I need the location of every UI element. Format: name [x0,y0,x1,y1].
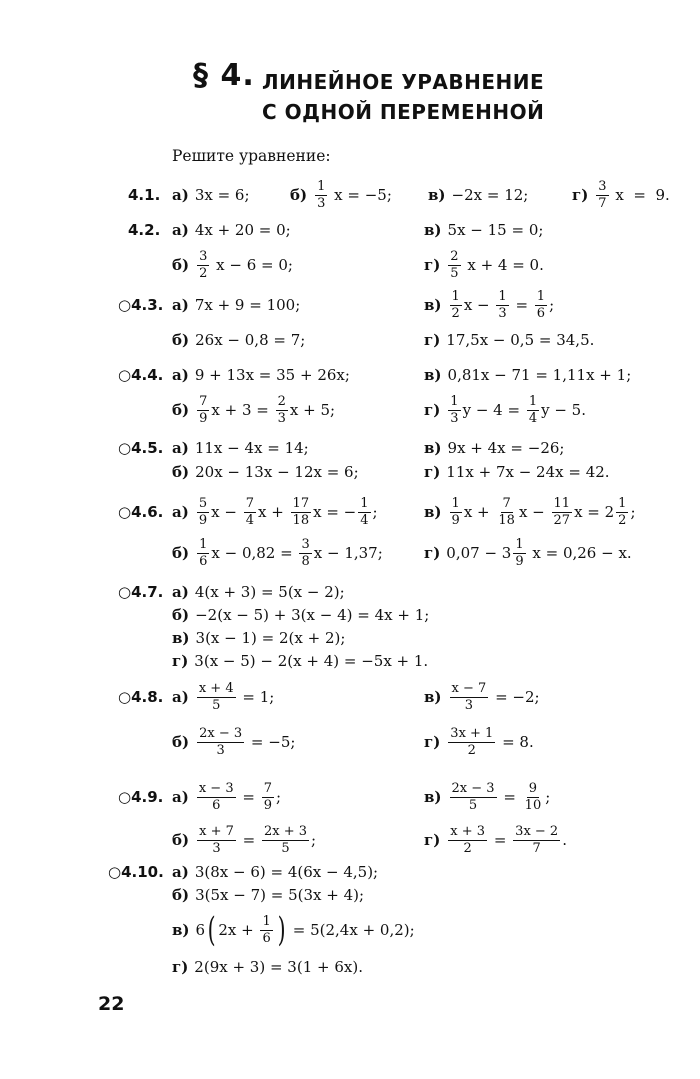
equation-4-10-g [172,947,363,987]
section-number: § 4. [193,58,255,93]
fraction: $\frac{1}{6}$ [536,288,546,321]
fraction: $\frac{7}{9}$ [263,780,272,813]
problem-number: ○4.10. [108,863,164,881]
equation-text: −2(x − 5) + 3(x − 4) = 4x + 1; [195,606,430,624]
item-label: в) [424,366,442,384]
fraction: $\frac{9}{10}$ [524,780,542,813]
equation-4-1-a [172,175,250,215]
equation-4-8-v [424,677,540,717]
equation-4-8-b [172,722,295,762]
fraction: $\frac{1}{2}$ [618,495,627,528]
fraction: $\frac{17}{18}$ [292,495,310,528]
problem-number: 4.1. [128,186,161,204]
equation-4-1-b [290,175,392,215]
equation-4-6-g [424,533,632,573]
equation-text: x = −5; [329,186,392,204]
equation-text: x + 4 = 0. [462,256,544,274]
equation-text: ; [372,503,378,521]
equation-4-9-a [172,777,281,817]
fraction: $\frac{2}{3}$ [277,393,286,426]
equation-text: = [237,788,260,806]
equation-4-5-b [172,452,359,492]
equation-text: 6 [195,921,206,939]
equation-text: 20x − 13x − 12x = 6; [195,463,359,481]
problem-number: ○4.7. [118,583,164,601]
left-parenthesis: ( [207,910,216,950]
fraction: $\frac{7}{18}$ [498,495,515,528]
equation-text: ; [545,788,551,806]
problem-number: ○4.8. [118,688,164,706]
fraction: $\frac{x + 7}{3}$ [199,823,234,856]
fraction: $\frac{3}{7}$ [598,178,607,211]
equation-text: x − 0,82 = [211,544,298,562]
equation-4-4-g [424,390,586,430]
item-label: а) [172,863,189,881]
equation-text: x + [257,503,289,521]
equation-text: = −5; [246,733,296,751]
equation-text: x + 5; [289,401,336,419]
item-label: б) [172,331,190,349]
item-label: б) [172,401,190,419]
item-label: г) [424,256,441,274]
equation-text: x − [518,503,550,521]
equation-text: x − [211,503,242,521]
item-label: в) [172,921,190,939]
problem-number: 4.2. [128,221,161,239]
page-number: 22 [98,993,125,1015]
item-label: г) [424,401,441,419]
fraction: $\frac{1}{4}$ [360,495,369,528]
item-label: б) [172,733,190,751]
fraction: $\frac{1}{2}$ [451,288,460,321]
equation-text: x = 9. [610,186,670,204]
item-label: б) [172,886,190,904]
item-label: б) [172,463,190,481]
equation-text: y − 5. [541,401,586,419]
equation-text: −2x = 12; [451,186,529,204]
equation-text: ; [311,831,317,849]
equation-text: x − [463,296,495,314]
equation-text: = [489,831,512,849]
equation-4-6-v [424,492,636,532]
item-label: г) [424,463,441,481]
equation-text: x − 1,37; [313,544,383,562]
equation-text: = 1; [237,688,275,706]
equation-text: 17,5x − 0,5 = 34,5. [446,331,595,349]
equation-4-2-a [172,210,291,250]
equation-text: 3(x − 1) = 2(x + 2); [195,629,346,647]
item-label: в) [172,629,190,647]
item-label: а) [172,221,189,239]
fraction: $\frac{1}{3}$ [450,393,459,426]
item-label: г) [172,958,189,976]
equation-text: ; [275,788,282,806]
equation-text: 7x + 9 = 100; [194,296,301,314]
fraction: $\frac{2x + 3}{5}$ [263,823,308,856]
equation-text: 4x + 20 = 0; [194,221,291,239]
item-label: г) [572,186,589,204]
item-label: в) [424,439,442,457]
equation-text: 9 + 13x = 35 + 26x; [194,366,350,384]
equation-text: 5x − 15 = 0; [447,221,544,239]
item-label: в) [424,296,442,314]
fraction: $\frac{1}{9}$ [515,536,524,569]
fraction: $\frac{x - 7}{3}$ [451,680,487,713]
equation-text: 0,81x − 71 = 1,11x + 1; [447,366,632,384]
fraction: $\frac{1}{9}$ [451,495,460,528]
equation-4-6-b [172,533,383,573]
item-label: в) [424,503,442,521]
problem-number: ○4.4. [118,366,164,384]
item-label: а) [172,503,189,521]
equation-text: 3(x − 5) − 2(x + 4) = −5x + 1. [194,652,429,670]
fraction: $\frac{1}{6}$ [199,536,208,569]
fraction: $\frac{5}{9}$ [198,495,208,528]
item-label: а) [172,366,189,384]
equation-4-10-v [172,910,415,950]
equation-text: = 8. [497,733,534,751]
equation-text: 3(8x − 6) = 4(6x − 4,5); [194,863,379,881]
item-label: б) [172,544,190,562]
section-title-line1: ЛИНЕЙНОЕ УРАВНЕНИЕ [262,70,545,94]
item-label: б) [172,831,190,849]
equation-text: x + 3 = [211,401,274,419]
fraction: $\frac{7}{4}$ [245,495,254,528]
equation-4-2-v [424,210,543,250]
equation-4-6-a [172,492,378,532]
equation-text: = [498,788,521,806]
equation-text: 2x + [218,921,259,939]
fraction: $\frac{11}{27}$ [553,495,571,528]
equation-text: = [510,296,533,314]
problem-number: ○4.9. [118,788,164,806]
fraction: $\frac{2x - 3}{5}$ [451,780,495,813]
item-label: г) [424,733,441,751]
equation-text: 9x + 4x = −26; [447,439,565,457]
equation-text: 0,07 − 3 [446,544,512,562]
equation-text: 2(9x + 3) = 3(1 + 6x). [194,958,363,976]
equation-4-4-b [172,390,335,430]
item-label: в) [428,186,446,204]
equation-4-9-g [424,820,567,860]
item-label: а) [172,439,189,457]
equation-4-8-g [424,722,534,762]
equation-4-5-g [424,452,610,492]
fraction: $\frac{1}{6}$ [262,913,271,946]
equation-text: 11x + 7x − 24x = 42. [446,463,610,481]
fraction: $\frac{2}{5}$ [450,248,459,281]
fraction: $\frac{3x - 2}{7}$ [515,823,559,856]
item-label: а) [172,788,189,806]
fraction: $\frac{x + 3}{2}$ [450,823,486,856]
equation-text: . [562,831,567,849]
equation-4-4-a [172,355,350,395]
equation-text: 3x = 6; [194,186,250,204]
item-label: в) [424,688,442,706]
fraction: $\frac{3}{2}$ [199,248,208,281]
equation-4-7-g [172,641,428,681]
equation-text: = [237,831,260,849]
equation-text: ; [630,503,636,521]
fraction: $\frac{1}{4}$ [528,393,538,426]
item-label: б) [172,606,190,624]
equation-4-3-a [172,285,300,325]
equation-4-3-g [424,320,594,360]
item-label: г) [424,544,441,562]
problem-number: ○4.5. [118,439,164,457]
equation-4-4-v [424,355,631,395]
fraction: $\frac{3x + 1}{2}$ [450,725,494,758]
right-parenthesis: ) [277,910,286,950]
equation-text: 3(5x − 7) = 5(3x + 4); [195,886,365,904]
equation-4-3-b [172,320,305,360]
item-label: г) [424,831,441,849]
fraction: $\frac{3}{8}$ [301,536,310,569]
item-label: а) [172,688,189,706]
equation-text: = 5(2,4x + 0,2); [288,921,415,939]
equation-text: x = 2 [574,503,615,521]
problem-number: ○4.6. [118,503,164,521]
equation-4-10-b [172,875,364,915]
fraction: $\frac{7}{9}$ [199,393,208,426]
equation-4-9-v [424,777,550,817]
fraction: $\frac{1}{3}$ [498,288,507,321]
section-title-line2: С ОДНОЙ ПЕРЕМЕННОЙ [262,100,545,124]
equation-4-8-a [172,677,274,717]
item-label: в) [424,788,442,806]
item-label: б) [290,186,308,204]
fraction: $\frac{x - 3}{6}$ [198,780,234,813]
equation-text: 11x − 4x = 14; [194,439,309,457]
equation-text: x = − [313,503,357,521]
equation-4-1-v [428,175,528,215]
item-label: а) [172,296,189,314]
equation-text: 4(x + 3) = 5(x − 2); [194,583,345,601]
equation-text: x + [463,503,495,521]
problem-number: ○4.3. [118,296,164,314]
equation-text: ; [549,296,555,314]
item-label: г) [172,652,189,670]
equation-text: x = 0,26 − x. [527,544,632,562]
item-label: б) [172,256,190,274]
instruction-text: Решите уравнение: [172,147,331,165]
equation-text: y − 4 = [462,401,525,419]
equation-text: = −2; [490,688,540,706]
item-label: г) [424,331,441,349]
fraction: $\frac{x + 4}{5}$ [198,680,234,713]
item-label: а) [172,186,189,204]
equation-text: x − 6 = 0; [211,256,293,274]
item-label: в) [424,221,442,239]
equation-4-2-b [172,245,293,285]
equation-text: 26x − 0,8 = 7; [195,331,306,349]
item-label: а) [172,583,189,601]
fraction: $\frac{1}{3}$ [317,178,326,211]
fraction: $\frac{2x - 3}{3}$ [199,725,243,758]
equation-4-1-g [572,175,670,215]
equation-4-3-v [424,285,554,325]
equation-4-2-g [424,245,544,285]
